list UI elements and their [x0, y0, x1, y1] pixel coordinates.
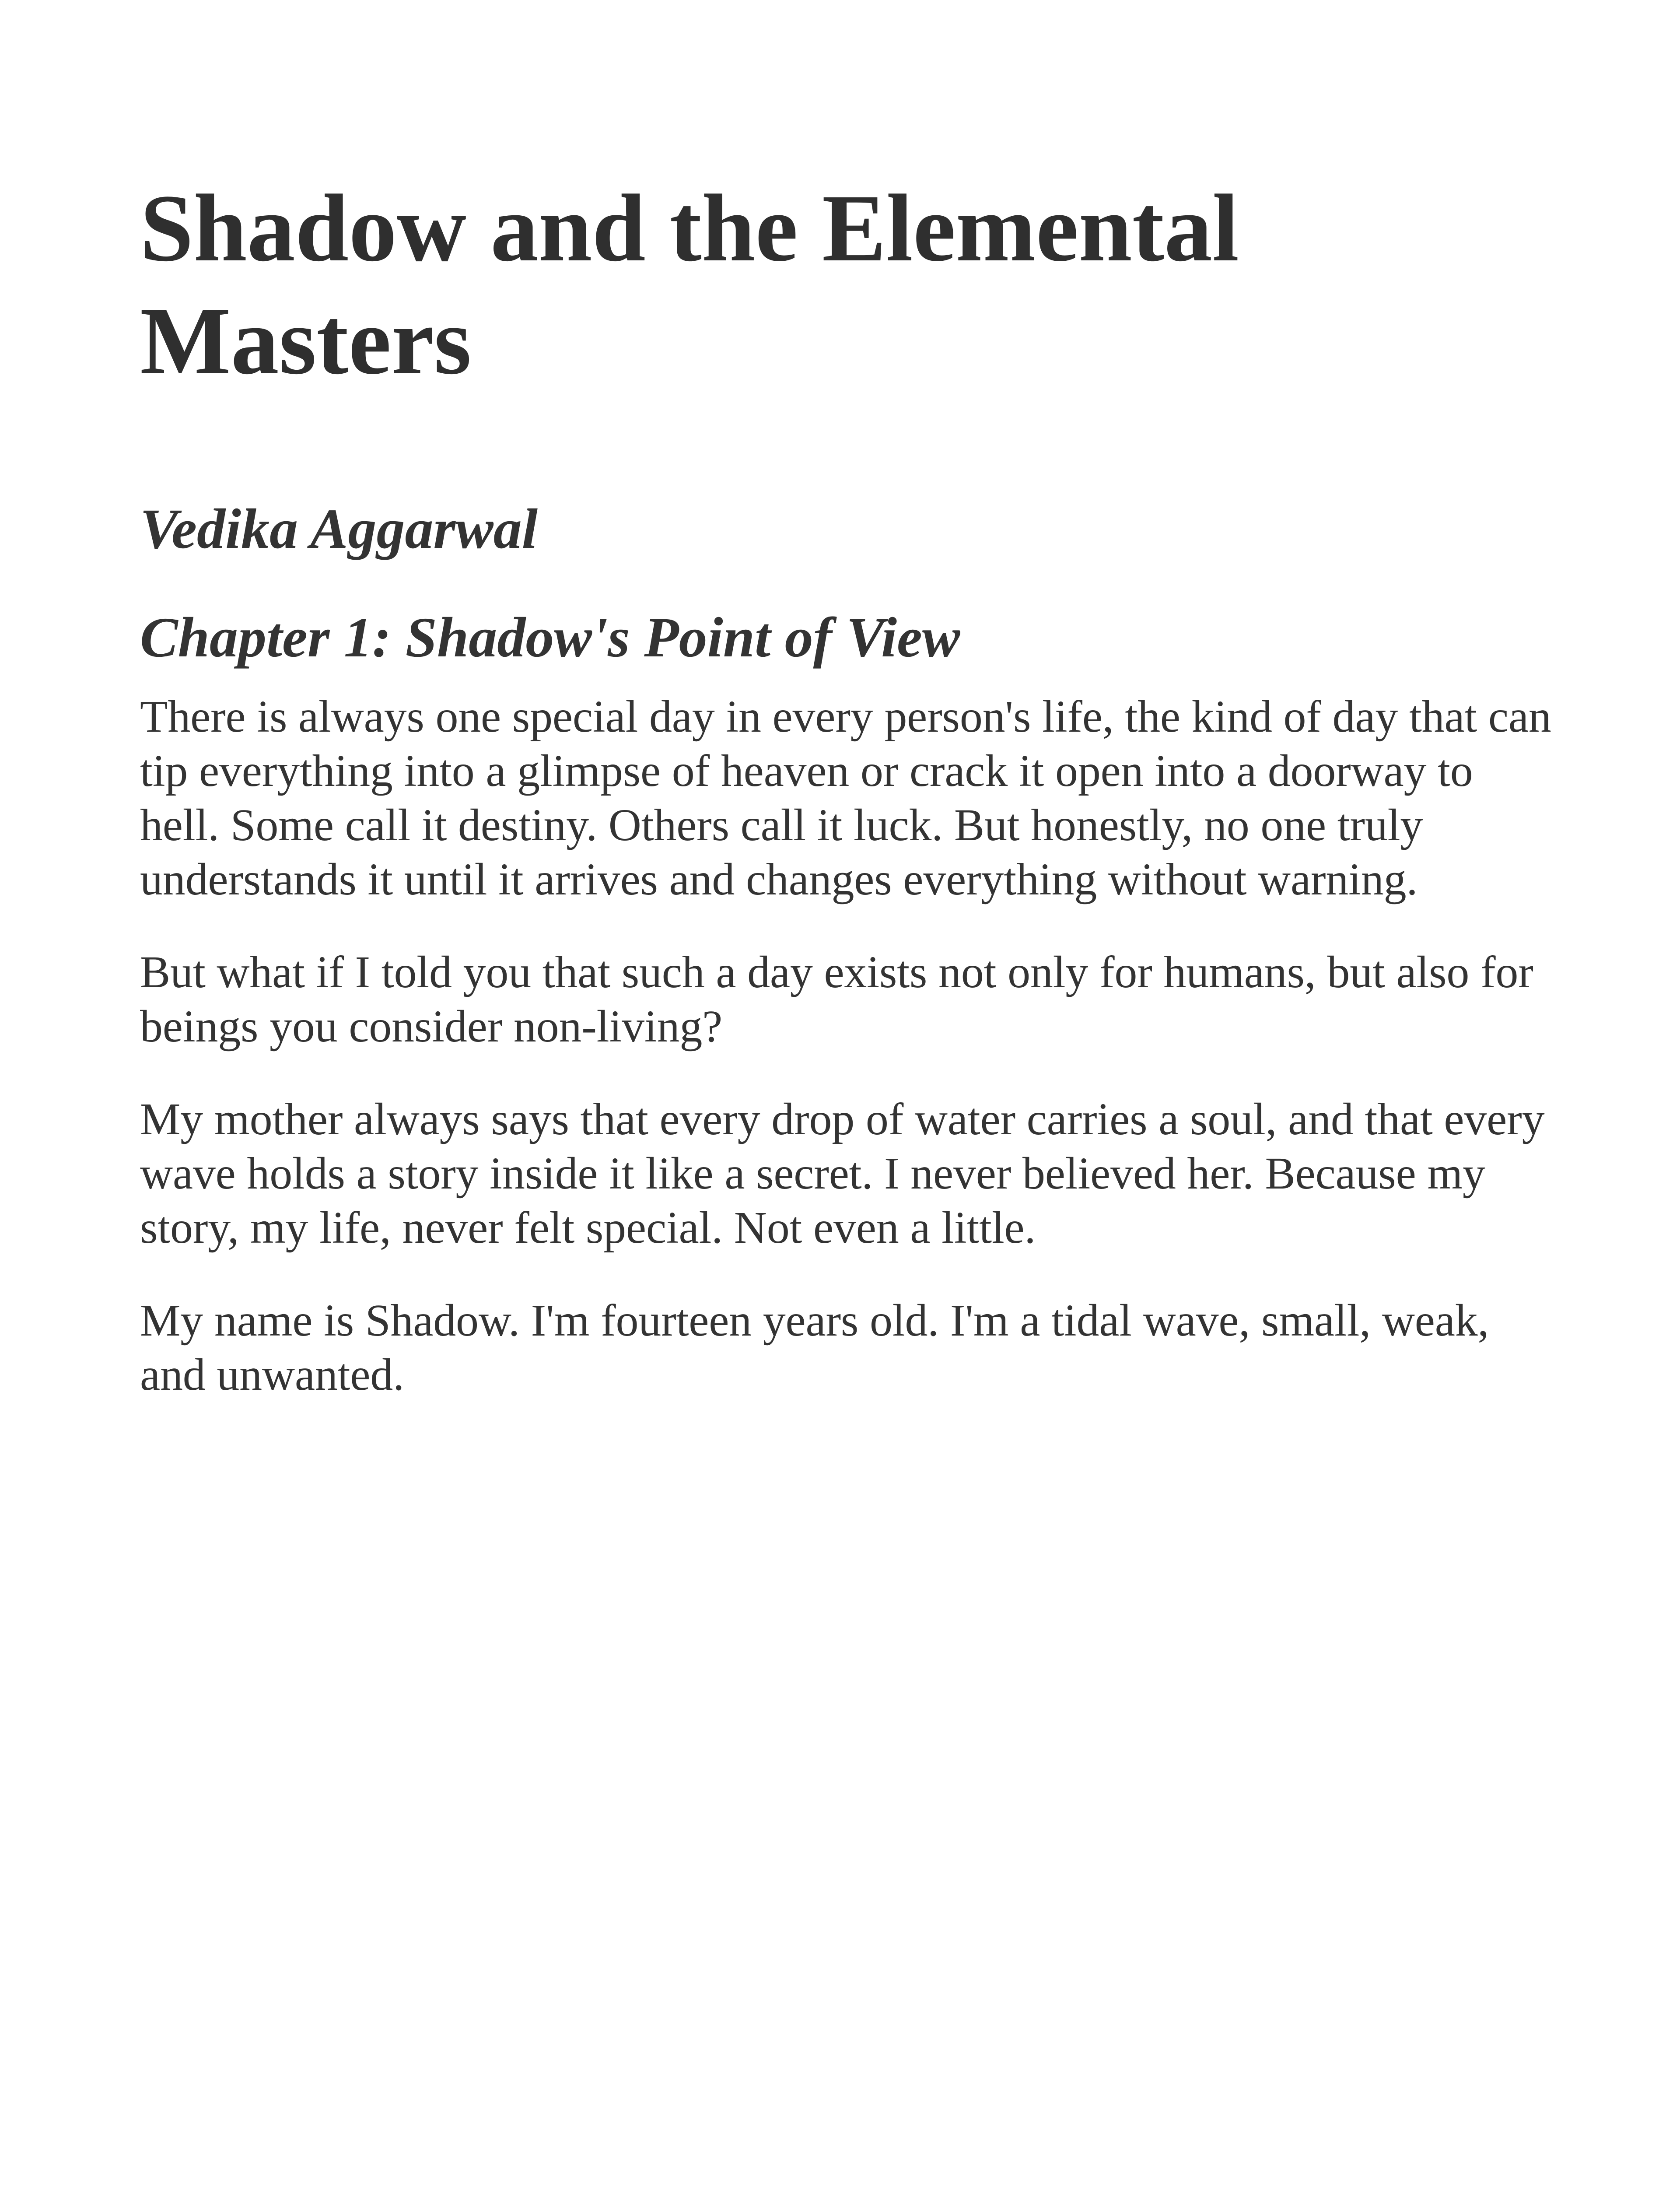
paragraph-4: My name is Shadow. I'm fourteen years old. I'm a tidal wave, small, weak, and unwanted.: [140, 1295, 1489, 1400]
paragraph-3: My mother always says that every drop of water carries a soul, and that every wave holds a story inside it like a secret. I never believed her. Because my story, my life, never felt special. Not even a little.: [140, 1094, 1545, 1253]
author-name: Vedika Aggarwal: [140, 498, 538, 561]
chapter-title: Chapter 1: Shadow's Point of View: [140, 606, 960, 669]
book-title: Shadow and the Elemental Masters: [140, 175, 1239, 394]
chapter-body: [140, 690, 1553, 1402]
paragraph-2: But what if I told you that such a day exists not only for humans, but also for beings you consider non-living?: [140, 947, 1533, 1052]
document-content: [140, 172, 1553, 1441]
paragraph-1: There is always one special day in every person's life, the kind of day that can tip everything into a glimpse of heaven or crack it open into a doorway to hell. Some call it destiny. Others call it luck. But honestly, no one truly understands it until it arrives and changes everything without warning.: [140, 691, 1551, 905]
